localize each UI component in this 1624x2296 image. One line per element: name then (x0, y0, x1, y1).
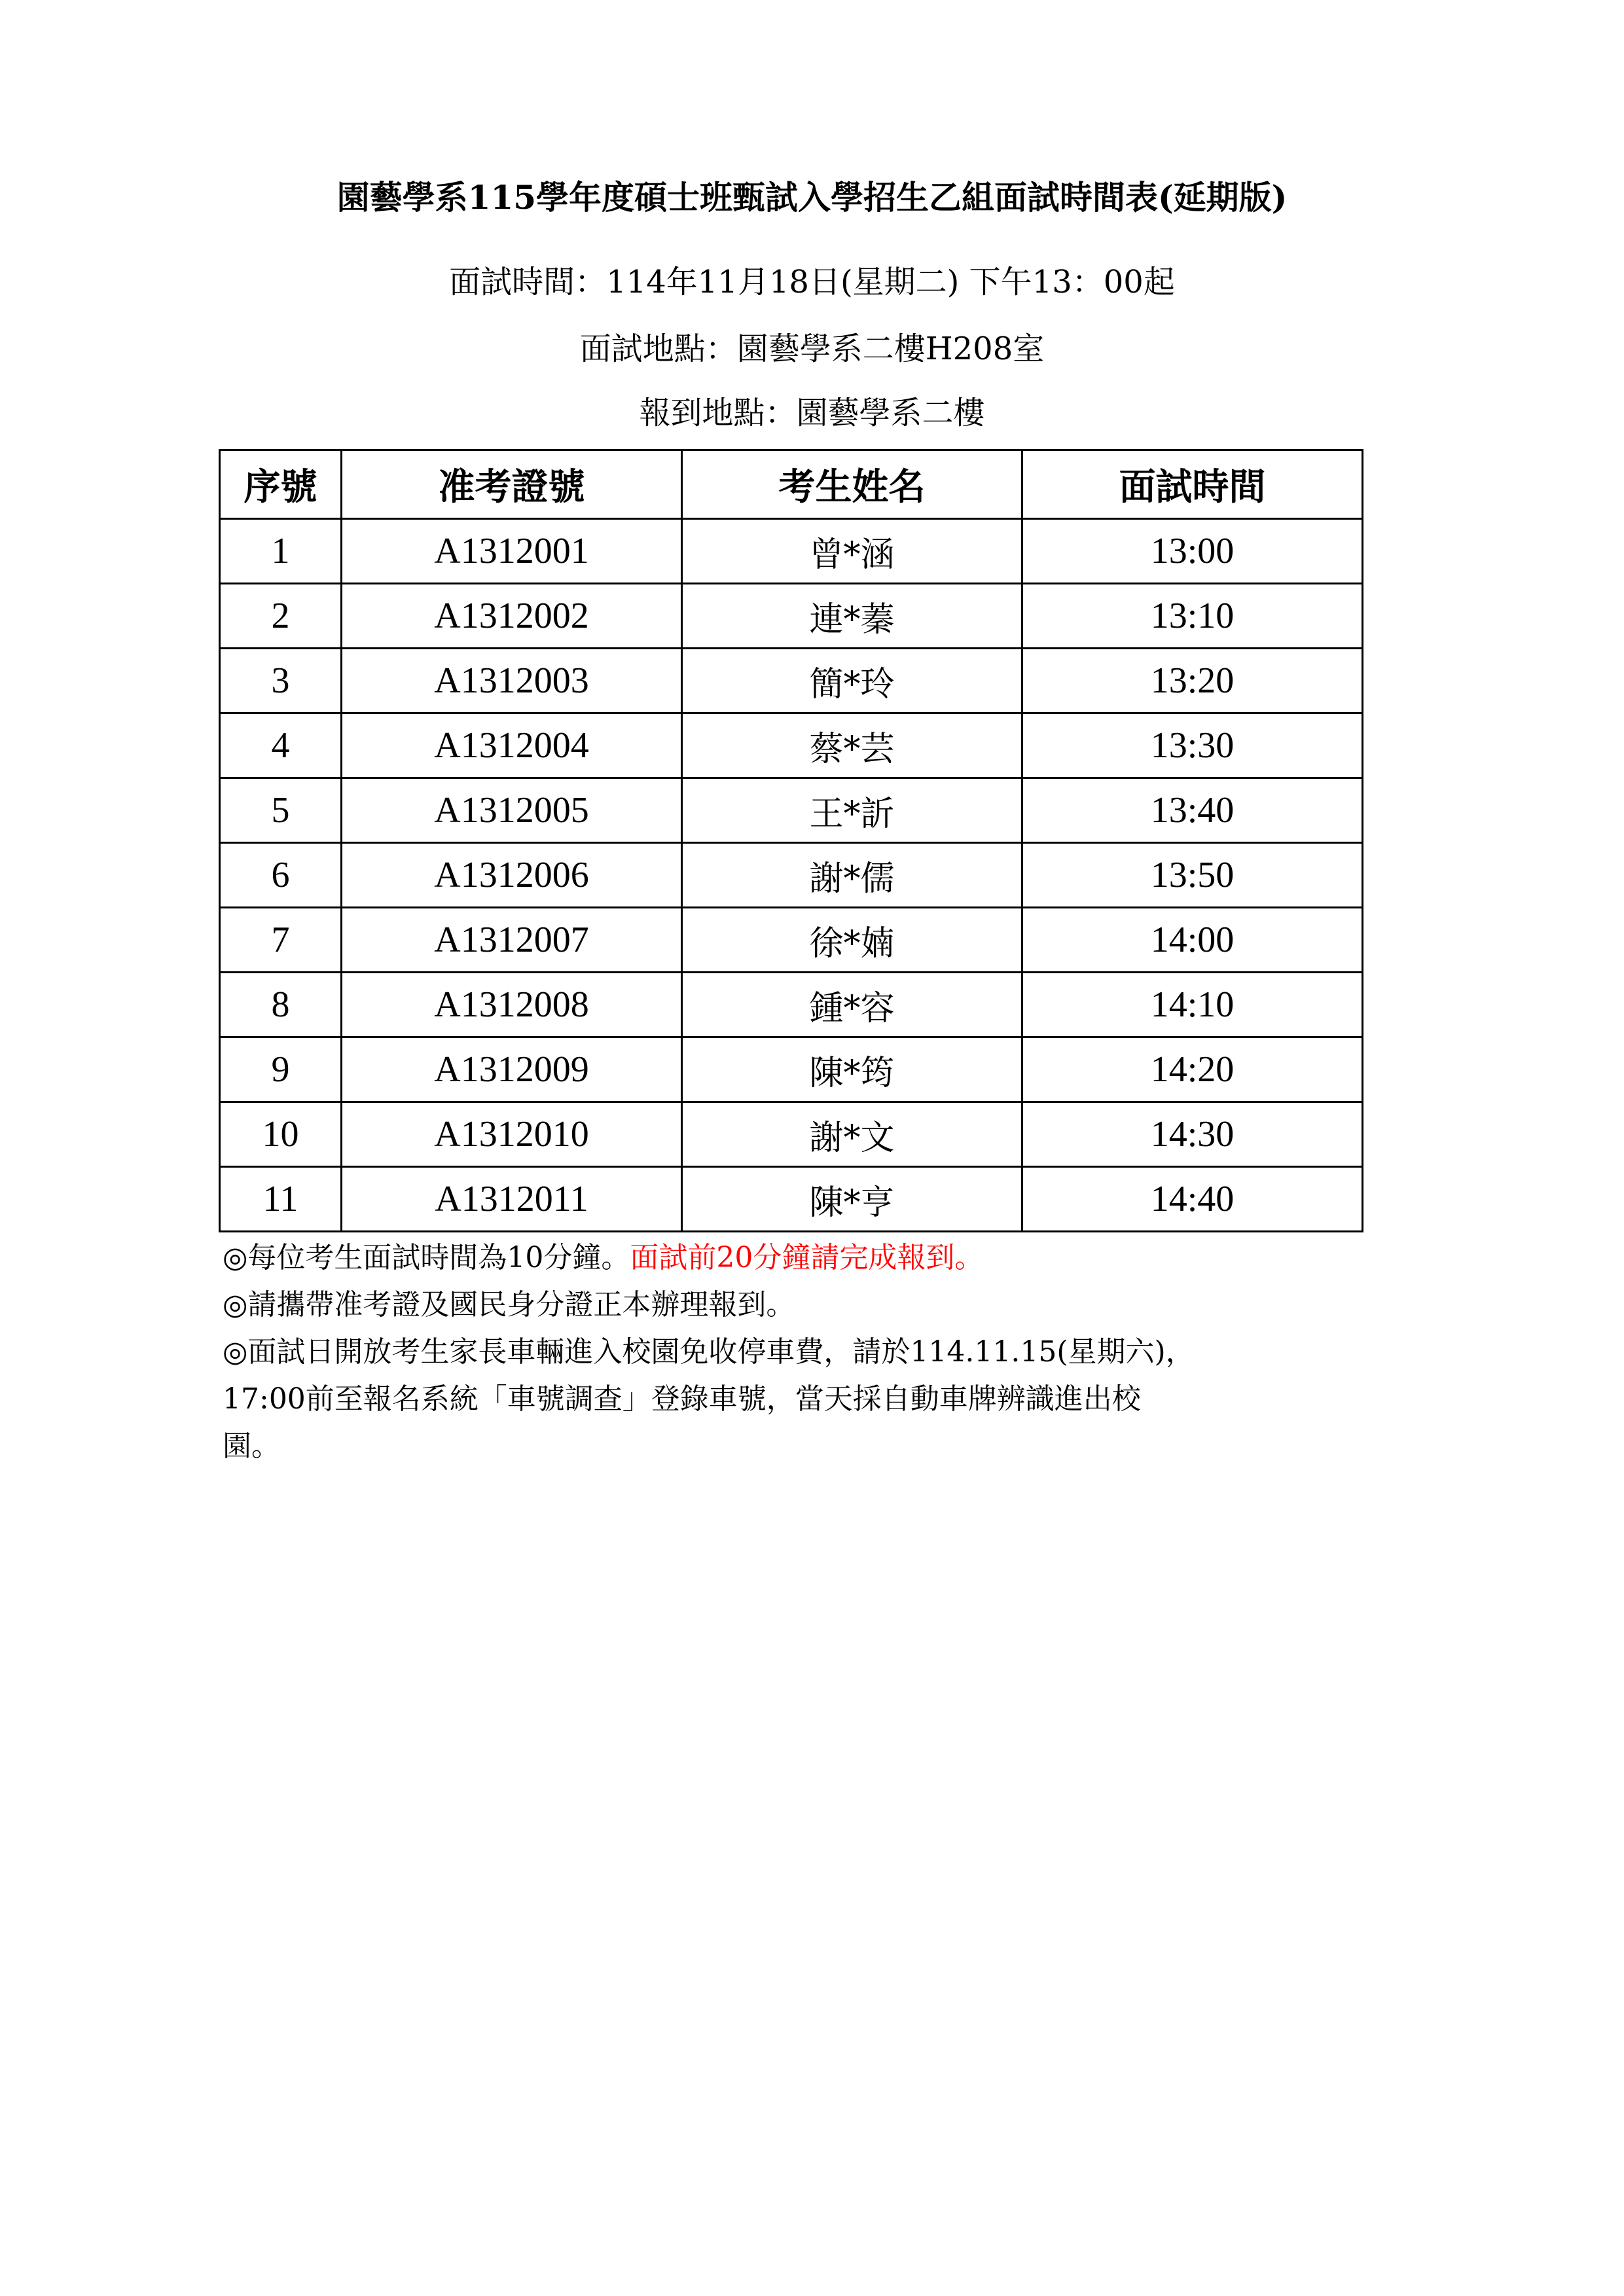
table-row (220, 584, 1363, 649)
serial-number-cell: 6 (220, 843, 342, 908)
table-row (220, 1167, 1363, 1232)
admission-ticket-cell: A1312007 (342, 908, 682, 973)
checkin-location-text: 報到地點：園藝學系二樓 (639, 395, 985, 431)
note-checkin-deadline: 面試前20分鐘請完成報到。 (630, 1241, 984, 1274)
table-row (220, 713, 1363, 778)
note-parking-line-2: 17:00前至報名系統「車號調查」登錄車號，當天採自動車牌辨識進出校 (223, 1382, 1141, 1416)
interview-time-cell: 13:40 (1022, 778, 1363, 843)
interview-time-cell: 14:30 (1022, 1102, 1363, 1167)
candidate-name-cell: 徐*婻 (682, 908, 1022, 973)
admission-ticket-cell: A1312004 (342, 713, 682, 778)
page-title: 園藝學系115學年度碩士班甄試入學招生乙組面試時間表(延期版) (336, 178, 1288, 217)
table-header-row (220, 450, 1363, 519)
interview-time-cell: 14:40 (1022, 1167, 1363, 1232)
candidate-name-cell: 連*蓁 (682, 584, 1022, 649)
admission-ticket-cell: A1312009 (342, 1037, 682, 1102)
table-row (220, 1102, 1363, 1167)
serial-number-cell: 5 (220, 778, 342, 843)
serial-number-cell: 1 (220, 519, 342, 584)
serial-number-cell: 10 (220, 1102, 342, 1167)
serial-number-cell: 3 (220, 649, 342, 713)
header-admission-ticket: 准考證號 (342, 450, 682, 519)
admission-ticket-cell: A1312006 (342, 843, 682, 908)
table-row (220, 649, 1363, 713)
interview-time-text: 面試時間：114年11月18日(星期二) 下午13：00起 (449, 264, 1175, 300)
admission-ticket-cell: A1312003 (342, 649, 682, 713)
serial-number-cell: 2 (220, 584, 342, 649)
table-row (220, 778, 1363, 843)
notes-section (223, 1234, 1388, 1470)
candidate-name-cell: 陳*亨 (682, 1167, 1022, 1232)
header-serial-number: 序號 (220, 450, 342, 519)
serial-number-cell: 4 (220, 713, 342, 778)
candidate-name-cell: 蔡*芸 (682, 713, 1022, 778)
candidate-name-cell: 謝*儒 (682, 843, 1022, 908)
table-row (220, 908, 1363, 973)
interview-time-cell: 14:20 (1022, 1037, 1363, 1102)
interview-time-cell: 13:50 (1022, 843, 1363, 908)
header-candidate-name: 考生姓名 (682, 450, 1022, 519)
note-interview-duration (223, 1234, 1388, 1282)
header-interview-time: 面試時間 (1022, 450, 1363, 519)
candidate-name-cell: 曾*涵 (682, 519, 1022, 584)
admission-ticket-cell: A1312010 (342, 1102, 682, 1167)
serial-number-cell: 7 (220, 908, 342, 973)
candidate-name-cell: 鍾*容 (682, 973, 1022, 1037)
candidate-name-cell: 簡*玲 (682, 649, 1022, 713)
serial-number-cell: 11 (220, 1167, 342, 1232)
admission-ticket-cell: A1312008 (342, 973, 682, 1037)
admission-ticket-cell: A1312001 (342, 519, 682, 584)
interview-time-cell: 14:10 (1022, 973, 1363, 1037)
interview-time-cell: 14:00 (1022, 908, 1363, 973)
note-parking-line-1: ◎面試日開放考生家長車輛進入校園免收停車費，請於114.11.15(星期六)， (223, 1335, 1195, 1369)
note-bring-documents: ◎請攜帶准考證及國民身分證正本辦理報到。 (223, 1288, 795, 1321)
note-duration-text: ◎每位考生面試時間為10分鐘。 (223, 1241, 630, 1274)
candidate-name-cell: 王*訢 (682, 778, 1022, 843)
serial-number-cell: 8 (220, 973, 342, 1037)
interview-schedule-table (219, 449, 1363, 1232)
serial-number-cell: 9 (220, 1037, 342, 1102)
table-row (220, 519, 1363, 584)
interview-time-cell: 13:20 (1022, 649, 1363, 713)
candidate-name-cell: 謝*文 (682, 1102, 1022, 1167)
admission-ticket-cell: A1312002 (342, 584, 682, 649)
interview-location-text: 面試地點：園藝學系二樓H208室 (579, 331, 1045, 367)
interview-time-cell: 13:00 (1022, 519, 1363, 584)
admission-ticket-cell: A1312005 (342, 778, 682, 843)
table-row (220, 973, 1363, 1037)
candidate-name-cell: 陳*筠 (682, 1037, 1022, 1102)
interview-time-cell: 13:10 (1022, 584, 1363, 649)
table-row (220, 1037, 1363, 1102)
table-row (220, 843, 1363, 908)
admission-ticket-cell: A1312011 (342, 1167, 682, 1232)
interview-time-cell: 13:30 (1022, 713, 1363, 778)
note-parking-line-3: 園。 (223, 1429, 280, 1463)
